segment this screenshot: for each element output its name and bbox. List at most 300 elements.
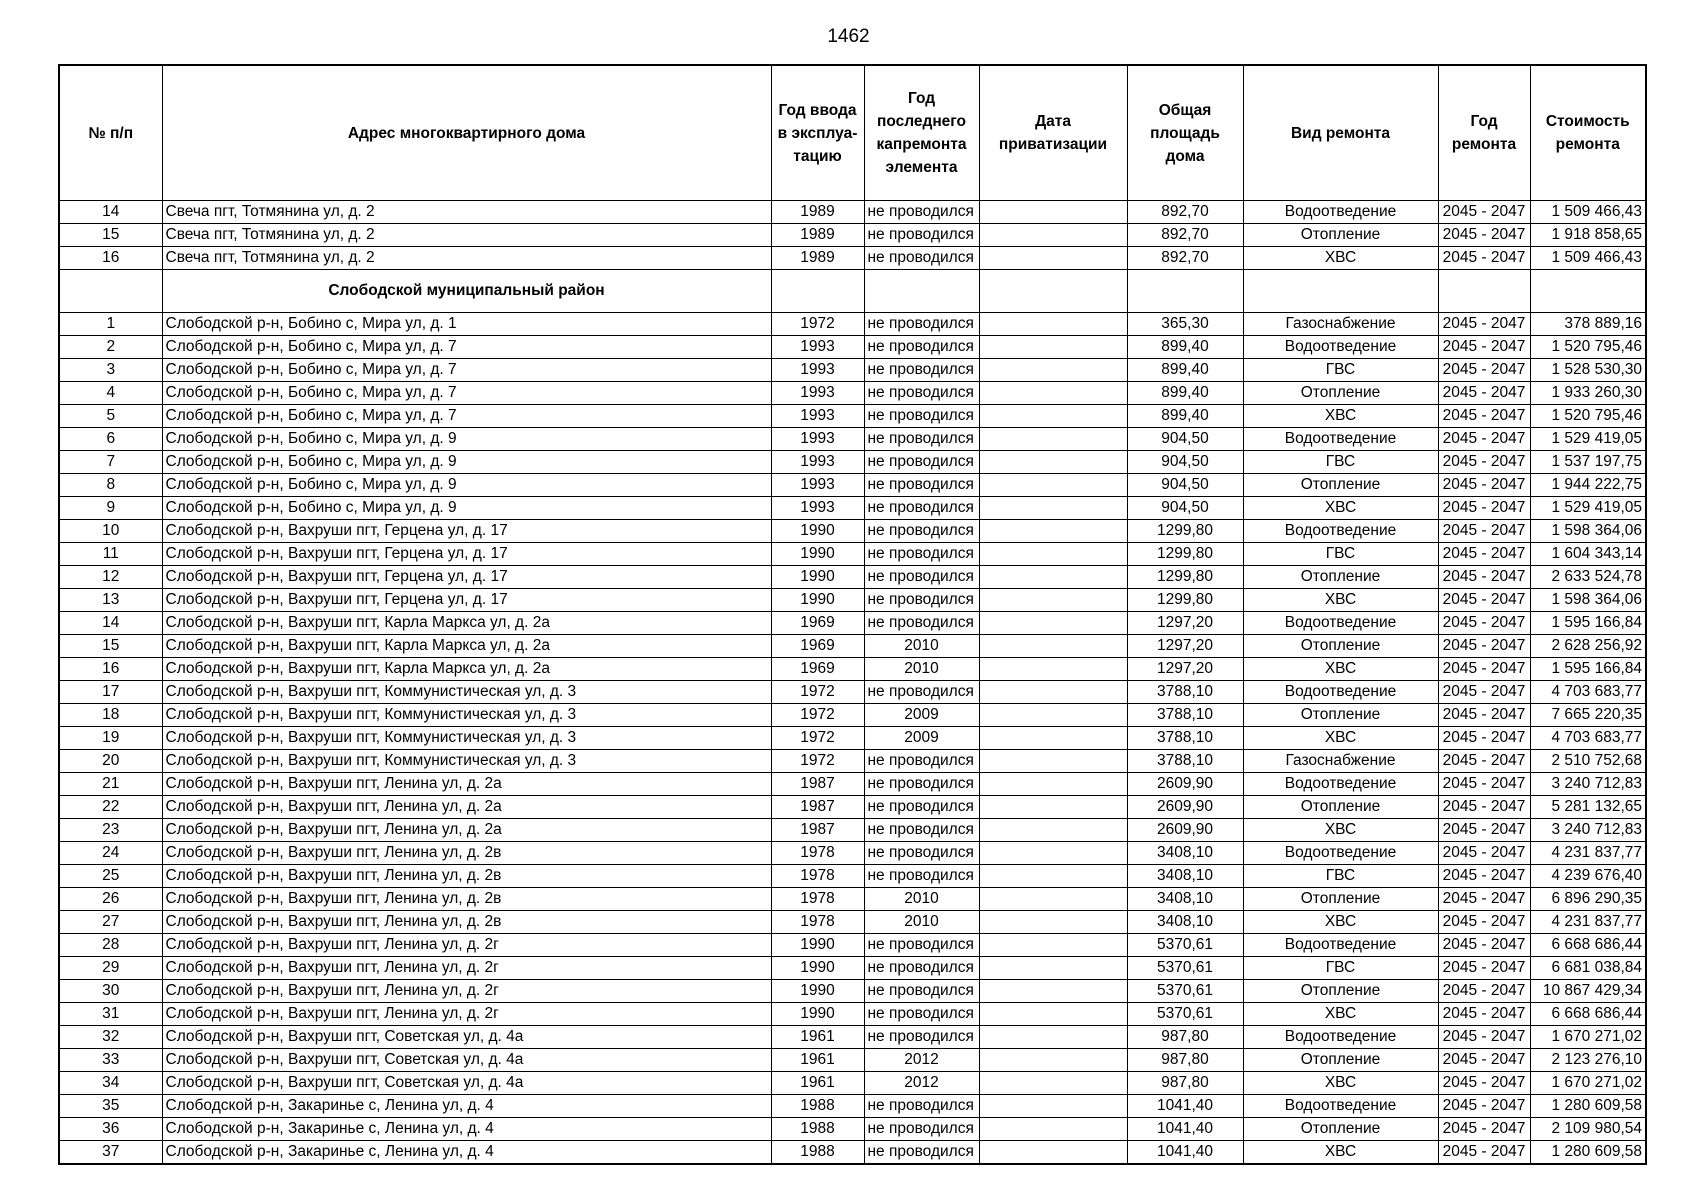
cell-cost: 1 670 271,02 [1530,1026,1646,1049]
cell-num: 13 [59,589,162,612]
cell-privatization [979,704,1127,727]
cell-privatization [979,635,1127,658]
cell-year-built: 1993 [771,382,864,405]
cell-repair-year: 2045 - 2047 [1438,773,1530,796]
table-header-row [59,65,1646,201]
cell-repair-year: 2045 - 2047 [1438,842,1530,865]
cell-last-repair: не проводился [864,336,979,359]
cell-year-built: 1993 [771,497,864,520]
cell-area: 3408,10 [1127,911,1243,934]
cell-address: Слободской р-н, Вахруши пгт, Коммунистическая ул, д. 3 [162,681,771,704]
cell-repair-type: Отопление [1243,888,1438,911]
cell-repair-year: 2045 - 2047 [1438,336,1530,359]
cell-last-repair: не проводился [864,201,979,224]
cell-cost: 3 240 712,83 [1530,819,1646,842]
section-empty-cell [979,270,1127,313]
table-row [59,842,1646,865]
cell-num: 8 [59,474,162,497]
table-row [59,819,1646,842]
cell-year-built: 1989 [771,224,864,247]
cell-year-built: 1990 [771,589,864,612]
cell-year-built: 1989 [771,201,864,224]
table-row [59,224,1646,247]
cell-privatization [979,1118,1127,1141]
cell-repair-year: 2045 - 2047 [1438,247,1530,270]
cell-last-repair: не проводился [864,589,979,612]
cell-last-repair: не проводился [864,796,979,819]
cell-repair-year: 2045 - 2047 [1438,658,1530,681]
cell-repair-type: ХВС [1243,1141,1438,1165]
cell-area: 899,40 [1127,336,1243,359]
cell-privatization [979,1003,1127,1026]
cell-privatization [979,957,1127,980]
cell-repair-type: Водоотведение [1243,612,1438,635]
cell-repair-year: 2045 - 2047 [1438,1095,1530,1118]
cell-repair-type: ХВС [1243,819,1438,842]
cell-num: 14 [59,201,162,224]
cell-repair-year: 2045 - 2047 [1438,313,1530,336]
cell-repair-year: 2045 - 2047 [1438,1049,1530,1072]
cell-address: Слободской р-н, Вахруши пгт, Ленина ул, д. 2а [162,796,771,819]
cell-privatization [979,888,1127,911]
header-cost: Стоимость ремонта [1530,65,1646,201]
cell-address: Слободской р-н, Вахруши пгт, Герцена ул, д. 17 [162,566,771,589]
cell-address: Слободской р-н, Вахруши пгт, Советская ул, д. 4а [162,1049,771,1072]
cell-address: Свеча пгт, Тотмянина ул, д. 2 [162,247,771,270]
table-row [59,773,1646,796]
cell-area: 904,50 [1127,451,1243,474]
cell-year-built: 1978 [771,865,864,888]
table-row [59,1141,1646,1165]
cell-cost: 7 665 220,35 [1530,704,1646,727]
cell-privatization [979,589,1127,612]
cell-year-built: 1978 [771,911,864,934]
cell-last-repair: не проводился [864,359,979,382]
cell-cost: 6 668 686,44 [1530,1003,1646,1026]
cell-num: 30 [59,980,162,1003]
cell-cost: 1 520 795,46 [1530,405,1646,428]
cell-area: 987,80 [1127,1049,1243,1072]
cell-last-repair: 2009 [864,704,979,727]
cell-num: 5 [59,405,162,428]
cell-address: Слободской р-н, Вахруши пгт, Ленина ул, д. 2г [162,980,771,1003]
cell-privatization [979,796,1127,819]
cell-address: Слободской р-н, Бобино с, Мира ул, д. 7 [162,405,771,428]
cell-num: 16 [59,658,162,681]
cell-repair-year: 2045 - 2047 [1438,474,1530,497]
cell-address: Слободской р-н, Вахруши пгт, Герцена ул, д. 17 [162,543,771,566]
cell-repair-type: ГВС [1243,865,1438,888]
cell-address: Слободской р-н, Вахруши пгт, Ленина ул, д. 2в [162,888,771,911]
cell-year-built: 1993 [771,359,864,382]
cell-last-repair: не проводился [864,224,979,247]
cell-num: 33 [59,1049,162,1072]
cell-repair-year: 2045 - 2047 [1438,382,1530,405]
cell-repair-year: 2045 - 2047 [1438,819,1530,842]
cell-repair-type: Водоотведение [1243,1026,1438,1049]
cell-cost: 1 944 222,75 [1530,474,1646,497]
cell-last-repair: не проводился [864,1003,979,1026]
cell-year-built: 1978 [771,888,864,911]
cell-last-repair: не проводился [864,934,979,957]
cell-area: 3408,10 [1127,842,1243,865]
cell-cost: 6 896 290,35 [1530,888,1646,911]
cell-area: 1041,40 [1127,1118,1243,1141]
cell-area: 365,30 [1127,313,1243,336]
cell-cost: 6 681 038,84 [1530,957,1646,980]
cell-repair-type: Водоотведение [1243,1095,1438,1118]
cell-year-built: 1978 [771,842,864,865]
cell-num: 25 [59,865,162,888]
cell-address: Слободской р-н, Вахруши пгт, Коммунистическая ул, д. 3 [162,704,771,727]
cell-last-repair: 2010 [864,635,979,658]
table-row [59,428,1646,451]
cell-repair-year: 2045 - 2047 [1438,428,1530,451]
cell-cost: 1 509 466,43 [1530,247,1646,270]
cell-num: 21 [59,773,162,796]
header-privatization: Дата приватизации [979,65,1127,201]
cell-cost: 2 109 980,54 [1530,1118,1646,1141]
cell-address: Слободской р-н, Вахруши пгт, Ленина ул, д. 2а [162,819,771,842]
cell-address: Слободской р-н, Закаринье с, Ленина ул, д. 4 [162,1141,771,1165]
cell-num: 2 [59,336,162,359]
cell-last-repair: не проводился [864,773,979,796]
table-row [59,796,1646,819]
cell-last-repair: не проводился [864,681,979,704]
rows-section [59,313,1646,1165]
cell-cost: 378 889,16 [1530,313,1646,336]
cell-year-built: 1969 [771,658,864,681]
cell-num: 35 [59,1095,162,1118]
cell-year-built: 1993 [771,474,864,497]
cell-last-repair: 2010 [864,911,979,934]
cell-privatization [979,474,1127,497]
cell-repair-type: Водоотведение [1243,681,1438,704]
table-row [59,247,1646,270]
cell-privatization [979,911,1127,934]
cell-year-built: 1989 [771,247,864,270]
cell-cost: 1 918 858,65 [1530,224,1646,247]
cell-last-repair: не проводился [864,1118,979,1141]
cell-num: 1 [59,313,162,336]
cell-last-repair: 2012 [864,1049,979,1072]
cell-num: 6 [59,428,162,451]
cell-year-built: 1987 [771,773,864,796]
table-row [59,888,1646,911]
cell-repair-year: 2045 - 2047 [1438,635,1530,658]
cell-year-built: 1961 [771,1049,864,1072]
cell-num: 31 [59,1003,162,1026]
cell-privatization [979,336,1127,359]
cell-privatization [979,520,1127,543]
cell-repair-year: 2045 - 2047 [1438,1003,1530,1026]
cell-privatization [979,451,1127,474]
cell-last-repair: 2010 [864,888,979,911]
cell-last-repair: не проводился [864,497,979,520]
cell-num: 10 [59,520,162,543]
cell-area: 5370,61 [1127,1003,1243,1026]
cell-area: 892,70 [1127,247,1243,270]
cell-address: Слободской р-н, Бобино с, Мира ул, д. 7 [162,359,771,382]
cell-cost: 1 598 364,06 [1530,589,1646,612]
cell-year-built: 1972 [771,727,864,750]
cell-area: 3788,10 [1127,704,1243,727]
cell-repair-type: ХВС [1243,1003,1438,1026]
cell-year-built: 1993 [771,428,864,451]
cell-num: 12 [59,566,162,589]
cell-last-repair: не проводился [864,865,979,888]
cell-repair-type: Отопление [1243,566,1438,589]
cell-num: 19 [59,727,162,750]
cell-repair-year: 2045 - 2047 [1438,911,1530,934]
table-row [59,957,1646,980]
cell-cost: 1 509 466,43 [1530,201,1646,224]
cell-address: Слободской р-н, Вахруши пгт, Ленина ул, д. 2г [162,1003,771,1026]
cell-address: Слободской р-н, Вахруши пгт, Ленина ул, д. 2в [162,911,771,934]
cell-last-repair: не проводился [864,842,979,865]
cell-repair-type: Водоотведение [1243,934,1438,957]
cell-repair-type: Отопление [1243,980,1438,1003]
cell-area: 1041,40 [1127,1141,1243,1165]
table-row [59,750,1646,773]
cell-privatization [979,428,1127,451]
cell-address: Слободской р-н, Вахруши пгт, Коммунистическая ул, д. 3 [162,727,771,750]
cell-area: 3788,10 [1127,681,1243,704]
cell-privatization [979,727,1127,750]
table-row [59,681,1646,704]
cell-year-built: 1961 [771,1026,864,1049]
table-row [59,451,1646,474]
cell-num: 15 [59,635,162,658]
cell-cost: 4 239 676,40 [1530,865,1646,888]
cell-repair-year: 2045 - 2047 [1438,934,1530,957]
cell-year-built: 1993 [771,405,864,428]
cell-repair-year: 2045 - 2047 [1438,566,1530,589]
cell-privatization [979,313,1127,336]
table-row [59,497,1646,520]
cell-cost: 1 933 260,30 [1530,382,1646,405]
cell-address: Слободской р-н, Вахруши пгт, Карла Маркса ул, д. 2а [162,635,771,658]
cell-privatization [979,865,1127,888]
cell-year-built: 1988 [771,1095,864,1118]
cell-cost: 1 280 609,58 [1530,1095,1646,1118]
cell-year-built: 1993 [771,336,864,359]
cell-repair-year: 2045 - 2047 [1438,224,1530,247]
cell-address: Слободской р-н, Бобино с, Мира ул, д. 9 [162,497,771,520]
section-row [59,270,1646,313]
header-year-built: Год ввода в эксплуа-тацию [771,65,864,201]
cell-cost: 2 633 524,78 [1530,566,1646,589]
cell-repair-type: Газоснабжение [1243,750,1438,773]
table-row [59,382,1646,405]
cell-cost: 1 604 343,14 [1530,543,1646,566]
cell-repair-year: 2045 - 2047 [1438,865,1530,888]
cell-num: 27 [59,911,162,934]
cell-privatization [979,773,1127,796]
cell-repair-year: 2045 - 2047 [1438,796,1530,819]
cell-privatization [979,201,1127,224]
cell-privatization [979,359,1127,382]
cell-repair-year: 2045 - 2047 [1438,1026,1530,1049]
cell-address: Слободской р-н, Бобино с, Мира ул, д. 9 [162,451,771,474]
cell-area: 899,40 [1127,382,1243,405]
cell-num: 14 [59,612,162,635]
cell-cost: 1 529 419,05 [1530,428,1646,451]
section-title: Слободской муниципальный район [162,270,771,313]
table-row [59,543,1646,566]
table-row [59,566,1646,589]
cell-area: 1299,80 [1127,589,1243,612]
cell-last-repair: 2012 [864,1072,979,1095]
cell-cost: 1 528 530,30 [1530,359,1646,382]
cell-repair-type: Отопление [1243,474,1438,497]
cell-last-repair: не проводился [864,247,979,270]
table-row [59,359,1646,382]
cell-year-built: 1961 [771,1072,864,1095]
table-row [59,474,1646,497]
cell-privatization [979,1072,1127,1095]
cell-repair-year: 2045 - 2047 [1438,359,1530,382]
cell-num: 18 [59,704,162,727]
cell-last-repair: не проводился [864,1141,979,1165]
cell-last-repair: не проводился [864,405,979,428]
cell-repair-type: ХВС [1243,1072,1438,1095]
cell-repair-type: ГВС [1243,543,1438,566]
rows-before-section [59,201,1646,270]
table-row [59,658,1646,681]
cell-area: 1297,20 [1127,658,1243,681]
cell-cost: 6 668 686,44 [1530,934,1646,957]
table-row [59,1049,1646,1072]
cell-year-built: 1972 [771,750,864,773]
cell-cost: 2 123 276,10 [1530,1049,1646,1072]
cell-area: 1041,40 [1127,1095,1243,1118]
cell-num: 24 [59,842,162,865]
cell-num: 37 [59,1141,162,1165]
cell-year-built: 1972 [771,313,864,336]
cell-privatization [979,1141,1127,1165]
cell-privatization [979,1049,1127,1072]
cell-repair-year: 2045 - 2047 [1438,589,1530,612]
cell-repair-year: 2045 - 2047 [1438,980,1530,1003]
cell-repair-type: Водоотведение [1243,428,1438,451]
cell-area: 3788,10 [1127,727,1243,750]
cell-num: 3 [59,359,162,382]
cell-num: 34 [59,1072,162,1095]
cell-privatization [979,612,1127,635]
cell-repair-type: Водоотведение [1243,336,1438,359]
header-area: Общая площадь дома [1127,65,1243,201]
cell-last-repair: не проводился [864,474,979,497]
header-num: № п/п [59,65,162,201]
cell-repair-year: 2045 - 2047 [1438,612,1530,635]
cell-cost: 5 281 132,65 [1530,796,1646,819]
table-row [59,980,1646,1003]
table-row [59,727,1646,750]
cell-area: 2609,90 [1127,819,1243,842]
table-row [59,1026,1646,1049]
cell-repair-type: Отопление [1243,635,1438,658]
table-row [59,704,1646,727]
table-row [59,589,1646,612]
cell-num: 29 [59,957,162,980]
repair-registry-table [58,64,1647,1165]
cell-last-repair: 2010 [864,658,979,681]
cell-address: Слободской р-н, Вахруши пгт, Советская ул, д. 4а [162,1072,771,1095]
cell-address: Слободской р-н, Бобино с, Мира ул, д. 7 [162,336,771,359]
cell-area: 892,70 [1127,201,1243,224]
cell-year-built: 1972 [771,704,864,727]
cell-num: 17 [59,681,162,704]
cell-year-built: 1969 [771,612,864,635]
cell-last-repair: 2009 [864,727,979,750]
cell-area: 2609,90 [1127,796,1243,819]
table-row [59,201,1646,224]
section-empty-cell [59,270,162,313]
cell-cost: 1 598 364,06 [1530,520,1646,543]
cell-address: Слободской р-н, Бобино с, Мира ул, д. 9 [162,428,771,451]
cell-repair-type: Водоотведение [1243,201,1438,224]
cell-num: 11 [59,543,162,566]
cell-privatization [979,543,1127,566]
cell-repair-year: 2045 - 2047 [1438,704,1530,727]
cell-last-repair: не проводился [864,750,979,773]
cell-area: 899,40 [1127,359,1243,382]
cell-cost: 1 595 166,84 [1530,658,1646,681]
cell-area: 1299,80 [1127,543,1243,566]
cell-num: 32 [59,1026,162,1049]
cell-area: 904,50 [1127,474,1243,497]
cell-area: 5370,61 [1127,957,1243,980]
cell-repair-year: 2045 - 2047 [1438,497,1530,520]
section-empty-cell [771,270,864,313]
cell-address: Слободской р-н, Вахруши пгт, Карла Маркса ул, д. 2а [162,612,771,635]
cell-area: 904,50 [1127,428,1243,451]
cell-num: 9 [59,497,162,520]
table-row [59,405,1646,428]
cell-repair-year: 2045 - 2047 [1438,451,1530,474]
cell-year-built: 1990 [771,957,864,980]
cell-last-repair: не проводился [864,612,979,635]
cell-address: Слободской р-н, Закаринье с, Ленина ул, д. 4 [162,1095,771,1118]
page-number: 1462 [827,26,870,47]
cell-repair-type: Отопление [1243,224,1438,247]
cell-repair-year: 2045 - 2047 [1438,1141,1530,1165]
cell-address: Слободской р-н, Вахруши пгт, Герцена ул, д. 17 [162,589,771,612]
cell-repair-type: ХВС [1243,405,1438,428]
cell-num: 4 [59,382,162,405]
cell-area: 892,70 [1127,224,1243,247]
cell-repair-type: ГВС [1243,957,1438,980]
cell-year-built: 1987 [771,796,864,819]
cell-num: 16 [59,247,162,270]
cell-privatization [979,405,1127,428]
cell-last-repair: не проводился [864,957,979,980]
cell-repair-year: 2045 - 2047 [1438,727,1530,750]
cell-num: 22 [59,796,162,819]
cell-cost: 4 703 683,77 [1530,727,1646,750]
cell-repair-type: ХВС [1243,497,1438,520]
cell-privatization [979,658,1127,681]
cell-address: Слободской р-н, Вахруши пгт, Ленина ул, д. 2в [162,865,771,888]
cell-year-built: 1988 [771,1118,864,1141]
cell-privatization [979,842,1127,865]
cell-year-built: 1990 [771,934,864,957]
cell-address: Слободской р-н, Вахруши пгт, Ленина ул, д. 2а [162,773,771,796]
cell-repair-type: ХВС [1243,247,1438,270]
cell-cost: 4 231 837,77 [1530,911,1646,934]
header-repair-type: Вид ремонта [1243,65,1438,201]
